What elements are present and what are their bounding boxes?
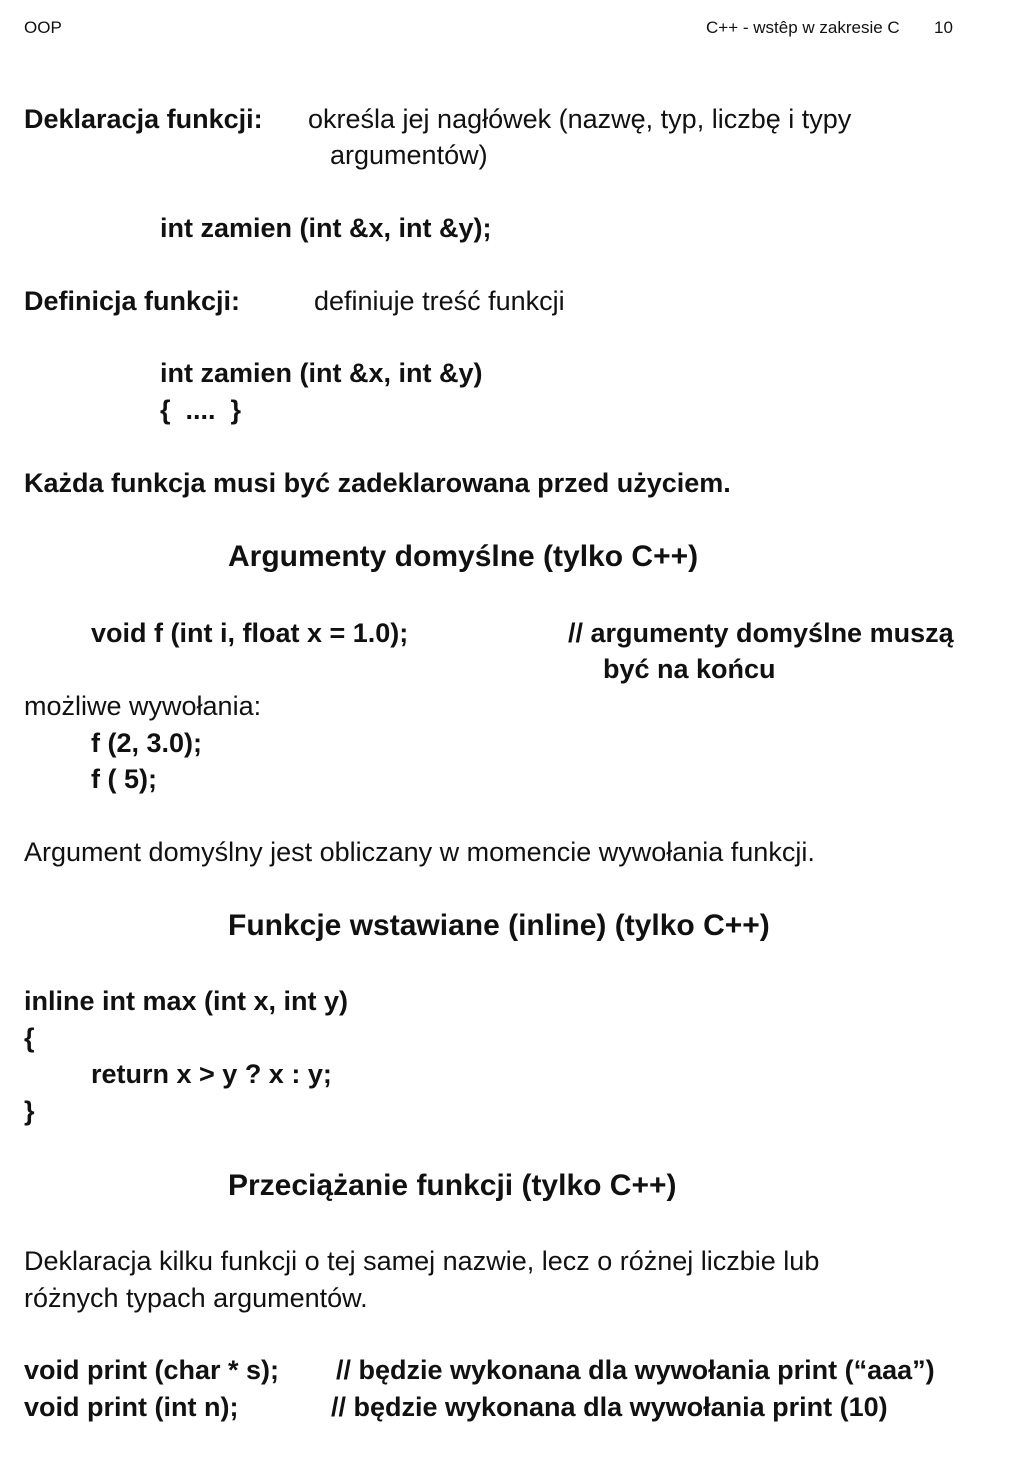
declaration-desc-line1: określa jej nagłówek (nazwę, typ, liczbę i typy [308, 104, 852, 134]
inline-code-line3: return x > y ? x : y; [91, 1059, 332, 1089]
declaration-label: Deklaracja funkcji: [24, 104, 263, 134]
default-args-calls-label: możliwe wywołania: [24, 691, 262, 721]
default-args-comment-line2: być na końcu [603, 654, 776, 684]
default-args-code: void f (int i, float x = 1.0); [91, 618, 409, 648]
default-args-call1: f (2, 3.0); [91, 728, 203, 758]
overload-desc-line2: różnych typach argumentów. [24, 1283, 368, 1313]
declaration-desc-line2: argumentów) [330, 140, 488, 170]
definition-code-line2: { .... } [160, 395, 242, 425]
overload-comment2: // będzie wykonana dla wywołania print (10) [331, 1392, 888, 1422]
inline-code-line1: inline int max (int x, int y) [24, 986, 349, 1016]
header-right: C++ - wstêp w zakresie C [706, 18, 900, 37]
overload-code2: void print (int n); [24, 1392, 239, 1422]
inline-heading: Funkcje wstawiane (inline) (tylko C++) [228, 909, 770, 942]
overload-heading: Przeciążanie funkcji (tylko C++) [228, 1169, 677, 1202]
definition-desc: definiuje treść funkcji [314, 286, 565, 316]
declare-rule: Każda funkcja musi być zadeklarowana przed użyciem. [24, 468, 731, 498]
definition-label: Definicja funkcji: [24, 286, 241, 316]
header-left: OOP [24, 18, 62, 37]
definition-code-line1: int zamien (int &x, int &y) [160, 358, 483, 388]
default-args-call2: f ( 5); [91, 764, 157, 794]
inline-code-line4: } [24, 1096, 35, 1126]
overload-code1: void print (char * s); [24, 1355, 280, 1385]
declaration-code: int zamien (int &x, int &y); [160, 213, 492, 243]
inline-code-line2: { [24, 1023, 35, 1053]
overload-comment1: // będzie wykonana dla wywołania print (“aaa”) [336, 1355, 935, 1385]
default-args-heading: Argumenty domyślne (tylko C++) [228, 540, 699, 573]
default-args-note: Argument domyślny jest obliczany w momencie wywołania funkcji. [24, 837, 815, 867]
overload-desc-line1: Deklaracja kilku funkcji o tej samej nazwie, lecz o różnej liczbie lub [24, 1246, 820, 1276]
default-args-comment-line1: // argumenty domyślne muszą [568, 618, 954, 648]
page-number: 10 [934, 18, 953, 37]
